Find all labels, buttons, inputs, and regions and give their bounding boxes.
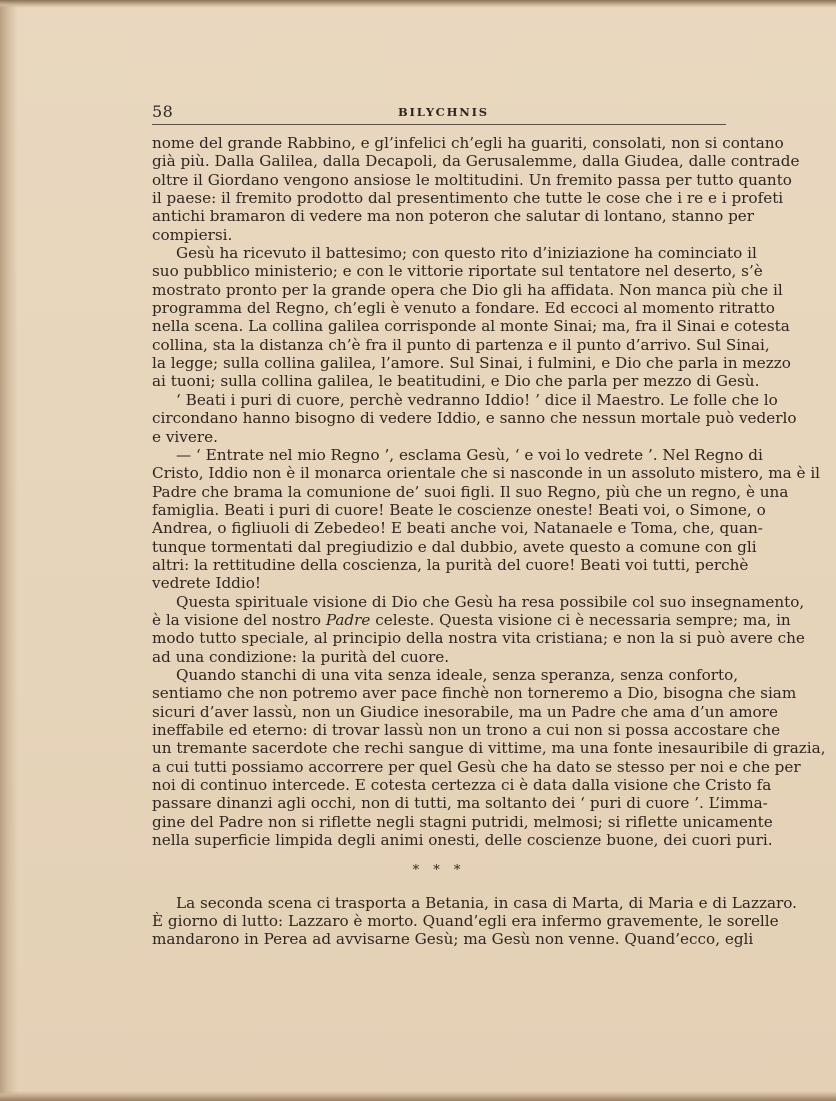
text-line: passare dinanzi agli occhi, non di tutti, ma soltanto dei ‘ puri di cuore ’. L’imma- <box>152 794 768 813</box>
text-line: Gesù ha ricevuto il battesimo; con questo rito d’iniziazione ha cominciato il <box>176 244 757 263</box>
text-line: nella superficie limpida degli animi onesti, delle coscienze buone, dei cuori puri. <box>152 831 773 850</box>
page-bottom-edge <box>0 1091 836 1101</box>
text-line: ‘ Beati i puri di cuore, perchè vedranno Iddio! ’ dice il Maestro. Le folle che lo <box>176 390 778 409</box>
text-line: noi di continuo intercede. E cotesta certezza ci è data dalla visione che Cristo fa <box>152 776 772 795</box>
text-line: È giorno di lutto: Lazzaro è morto. Quand’egli era infermo gravemente, le sorelle <box>152 912 779 931</box>
text-line: Cristo, Iddio non è il monarca orientale che si nasconde in un assoluto mistero, ma è il <box>152 464 821 483</box>
text-line: oltre il Giordano vengono ansiose le moltitudini. Un fremito passa per tutto quanto <box>152 170 792 189</box>
text-line: sentiamo che non potremo aver pace finchè non torneremo a Dio, bisogna che siam <box>152 684 797 703</box>
text-line: Padre che brama la comunione de’ suoi figli. Il suo Regno, più che un regno, è una <box>152 482 789 501</box>
running-head: BILYCHNIS <box>398 105 489 119</box>
text-line: la legge; sulla collina galilea, l’amore. Sul Sinai, i fulmini, e Dio che parla in mezzo <box>152 354 791 373</box>
text-line: il paese: il fremito prodotto dal presentimento che tutte le cose che i re e i profeti <box>152 189 784 208</box>
text-line: ineffabile ed eterno: di trovar lassù non un trono a cui non si possa accostare che <box>152 721 781 739</box>
text-line: sicuri d’aver lassù, non un Giudice inesorabile, ma un Padre che ama d’un amore <box>152 702 778 721</box>
text-line: collina, sta la distanza ch’è fra il punto di partenza e il punto d’arrivo. Sul Sinai, <box>152 335 770 354</box>
text-line: ad una condizione: la purità del cuore. <box>152 647 450 666</box>
text-line: modo tutto speciale, al principio della nostra vita cristiana; e non la si può avere che <box>152 629 805 648</box>
text-line: mandarono in Perea ad avvisarne Gesù; ma Gesù non venne. Quand’ecco, egli <box>152 930 754 949</box>
text-line: suo pubblico ministerio; e con le vittorie riportate sul tentatore nel deserto, s’è <box>152 262 763 281</box>
text-line: un tremante sacerdote che rechi sangue di vittime, ma una fonte inesauribile di grazia, <box>152 739 826 758</box>
page-number: 58 <box>152 102 174 121</box>
text-line: a cui tutti possiamo accorrere per quel Gesù che ha dato se stesso per noi e che per <box>152 757 801 776</box>
text-line: Quando stanchi di una vita senza ideale, senza speranza, senza conforto, <box>176 665 739 684</box>
page-header <box>152 102 726 126</box>
text-line: ai tuoni; sulla collina galilea, le beatitudini, e Dio che parla per mezzo di Gesù. <box>152 372 760 391</box>
text-line: La seconda scena ci trasporta a Betania, in casa di Marta, di Maria e di Lazzaro. <box>176 893 797 912</box>
text-line: — ‘ Entrate nel mio Regno ’, esclama Gesù, ‘ e voi lo vedrete ’. Nel Regno di <box>176 445 763 464</box>
section-divider: * * * <box>412 863 466 879</box>
text-line: altri: la rettitudine della coscienza, la purità del cuore! Beati voi tutti, perchè <box>152 555 749 574</box>
text-line: antichi bramaron di vedere ma non poteron che salutar di lontano, stanno per <box>152 207 755 226</box>
text-line: è la visione del nostro Padre celeste. Questa visione ci è necessaria sempre; ma, in <box>152 610 791 629</box>
body-text <box>152 134 826 949</box>
text-line: programma del Regno, ch’egli è venuto a fondare. Ed eccoci al momento ritratto <box>152 299 775 318</box>
page-left-edge <box>0 0 18 1101</box>
text-line: gine del Padre non si riflette negli stagni putridi, melmosi; si riflette unicamente <box>152 812 773 831</box>
text-line: compiersi. <box>152 225 233 244</box>
text-line: e vivere. <box>152 427 218 446</box>
italic-word: Padre <box>325 610 371 629</box>
text-line: nome del grande Rabbino, e gl’infelici ch’egli ha guariti, consolati, non si contano <box>152 134 784 152</box>
text-line: Questa spirituale visione di Dio che Gesù ha resa possibile col suo insegnamento, <box>176 592 805 611</box>
text-line: tunque tormentati dal pregiudizio e dal dubbio, avete questo a comune con gli <box>152 537 757 556</box>
header-rule <box>152 124 726 125</box>
text-line: circondano hanno bisogno di vedere Iddio, e sanno che nessun mortale può vederlo <box>152 409 797 428</box>
text-line: mostrato pronto per la grande opera che Dio gli ha affidata. Non manca più che il <box>152 280 783 299</box>
text-line: Andrea, o figliuoli di Zebedeo! E beati anche voi, Natanaele e Toma, che, quan- <box>152 519 763 538</box>
text-line: nella scena. La collina galilea corrisponde al monte Sinai; ma, fra il Sinai e cotesta <box>152 317 790 336</box>
text-line: vedrete Iddio! <box>152 574 262 593</box>
page-top-edge <box>0 0 836 8</box>
text-line: famiglia. Beati i puri di cuore! Beate le coscienze oneste! Beati voi, o Simone, o <box>152 500 766 519</box>
text-line: già più. Dalla Galilea, dalla Decapoli, da Gerusalemme, dalla Giudea, dalle contrade <box>152 152 800 171</box>
